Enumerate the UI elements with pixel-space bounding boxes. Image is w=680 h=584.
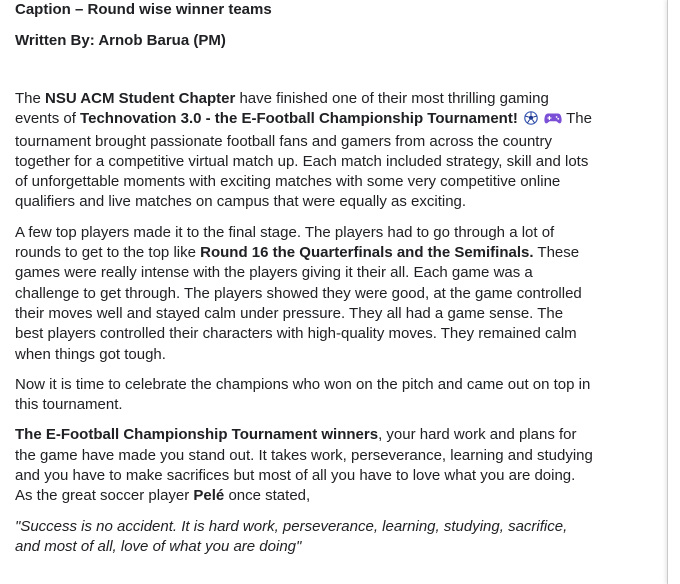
soccer-ball-icon [524,111,538,131]
text-run: The [15,90,46,107]
text-run: have finished one of their most thrilling gaming events of [15,90,549,128]
game-controller-icon [544,111,562,131]
tournament-name: Technovation 3.0 - the E-Football Championship Tournament! [80,110,518,128]
paragraph-winners [15,425,595,506]
page-edge [667,0,680,584]
text-run: The tournament brought passionate football fans and gamers from across the country together for a competitive virtual match up. Each match included strategy, skill and lots of unforgettable moments with exciting matches with some very competitive online qualifiers and live matches on campus that were equally as exciting. [15,110,592,211]
text-run: once stated, [224,487,311,505]
text-run: , your hard work and plans for the game have made you stand out. It takes work, perseverance, learning and studying and you have to make sacrifices but most of all you have to love what you are doing. As the great soccer player [15,426,593,505]
paragraph-intro [15,89,595,213]
article-body [15,89,595,567]
text-run: These games were really intense with the players giving it their all. Each game was a challenge to get through. The players showed they were good, at the game controlled their moves well and stayed calm under pressure. They all had a game sense. The best players controlled their characters with high-quality moves. They remained calm when things got tough. [15,244,582,363]
caption-heading: Caption – Round wise winner teams [15,1,272,18]
paragraph-celebrate: Now it is time to celebrate the champions who won on the pitch and came out on top in this tournament. [15,375,591,414]
rounds-highlight: Round 16 the Quarterfinals and the Semifinals. [200,244,534,262]
player-name: Pelé [193,487,225,505]
paragraph-final-stage [15,223,595,365]
winners-highlight: The E-Football Championship Tournament winners [15,426,379,444]
quote: "Success is no accident. It is hard work, perseverance, learning, studying, sacrifice, and most of all, love of what you are doing" [15,517,568,555]
chapter-name: NSU ACM Student Chapter [45,90,236,107]
author-heading: Written By: Arnob Barua (PM) [15,32,226,49]
text-run: A few top players made it to the final stage. The players had to go through a lot of rounds to get to the top like [15,223,555,262]
